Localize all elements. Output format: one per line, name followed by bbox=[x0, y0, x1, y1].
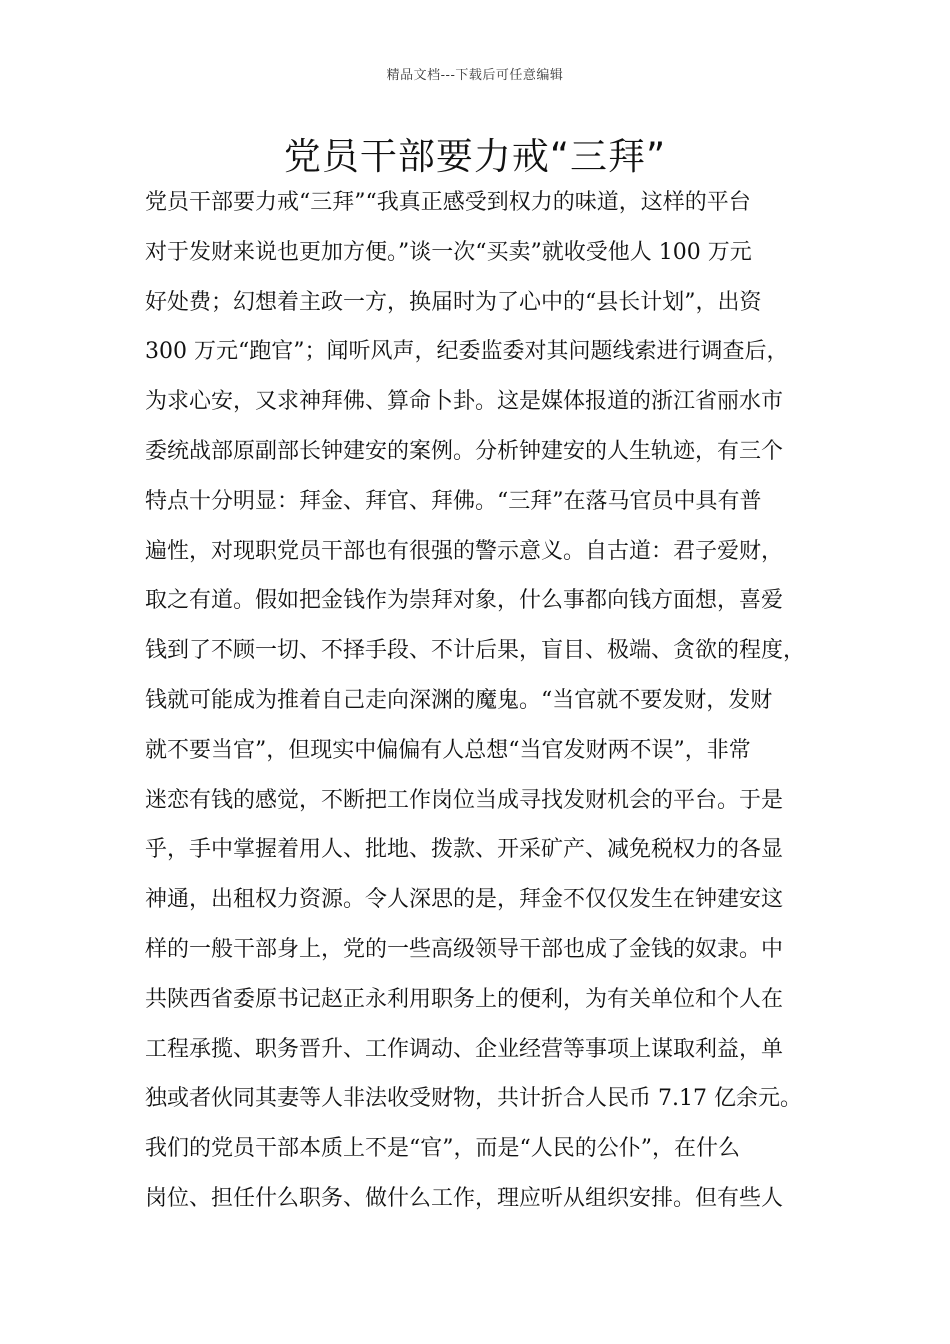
body-line: 好处费；幻想着主政一方，换届时为了心中的“县长计划”，出资 bbox=[145, 289, 762, 315]
header-note: 精品文档---下载后可任意编辑 bbox=[386, 68, 564, 83]
body-line: 300 万元“跑官”；闻听风声，纪委监委对其问题线索进行调查后， bbox=[145, 339, 789, 365]
body-line: 独或者伙同其妻等人非法收受财物，共计折合人民币 7.17 亿余元。 bbox=[145, 1086, 802, 1112]
body-line: 取之有道。假如把金钱作为崇拜对象，什么事都向钱方面想，喜爱 bbox=[145, 588, 784, 614]
body-line: 神通，出租权力资源。令人深思的是，拜金不仅仅发生在钟建安这 bbox=[145, 887, 784, 913]
body-line: 我们的党员干部本质上不是“官”，而是“人民的公仆”，在什么 bbox=[145, 1136, 740, 1162]
body-line: 钱到了不顾一切、不择手段、不计后果，盲目、极端、贪欲的程度， bbox=[145, 638, 806, 664]
body-line: 样的一般干部身上，党的一些高级领导干部也成了金钱的奴隶。中 bbox=[145, 936, 784, 962]
body-line: 遍性，对现职党员干部也有很强的警示意义。自古道：君子爱财， bbox=[145, 538, 784, 564]
body-line: 对于发财来说也更加方便。”谈一次“买卖”就收受他人 100 万元 bbox=[145, 239, 752, 265]
body-line: 乎，手中掌握着用人、批地、拨款、开采矿产、减免税权力的各显 bbox=[145, 837, 784, 863]
body-line: 迷恋有钱的感觉，不断把工作岗位当成寻找发财机会的平台。于是 bbox=[145, 787, 784, 813]
body-line: 特点十分明显：拜金、拜官、拜佛。“三拜”在落马官员中具有普 bbox=[145, 488, 762, 514]
document-title: 党员干部要力戒“三拜” bbox=[283, 135, 667, 178]
body-text bbox=[145, 178, 825, 1224]
body-line: 为求心安，又求神拜佛、算命卜卦。这是媒体报道的浙江省丽水市 bbox=[145, 389, 784, 415]
body-line: 钱就可能成为推着自己走向深渊的魔鬼。“当官就不要发财，发财 bbox=[145, 687, 773, 713]
body-line: 就不要当官”，但现实中偏偏有人总想“当官发财两不误”，非常 bbox=[145, 737, 751, 763]
body-line: 委统战部原副部长钟建安的案例。分析钟建安的人生轨迹，有三个 bbox=[145, 438, 784, 464]
body-line: 岗位、担任什么职务、做什么工作，理应听从组织安排。但有些人 bbox=[145, 1185, 784, 1211]
body-line: 共陕西省委原书记赵正永利用职务上的便利，为有关单位和个人在 bbox=[145, 986, 784, 1012]
body-line: 工程承揽、职务晋升、工作调动、企业经营等事项上谋取利益，单 bbox=[145, 1036, 784, 1062]
body-line: 党员干部要力戒“三拜”“我真正感受到权力的味道，这样的平台 bbox=[145, 190, 751, 215]
